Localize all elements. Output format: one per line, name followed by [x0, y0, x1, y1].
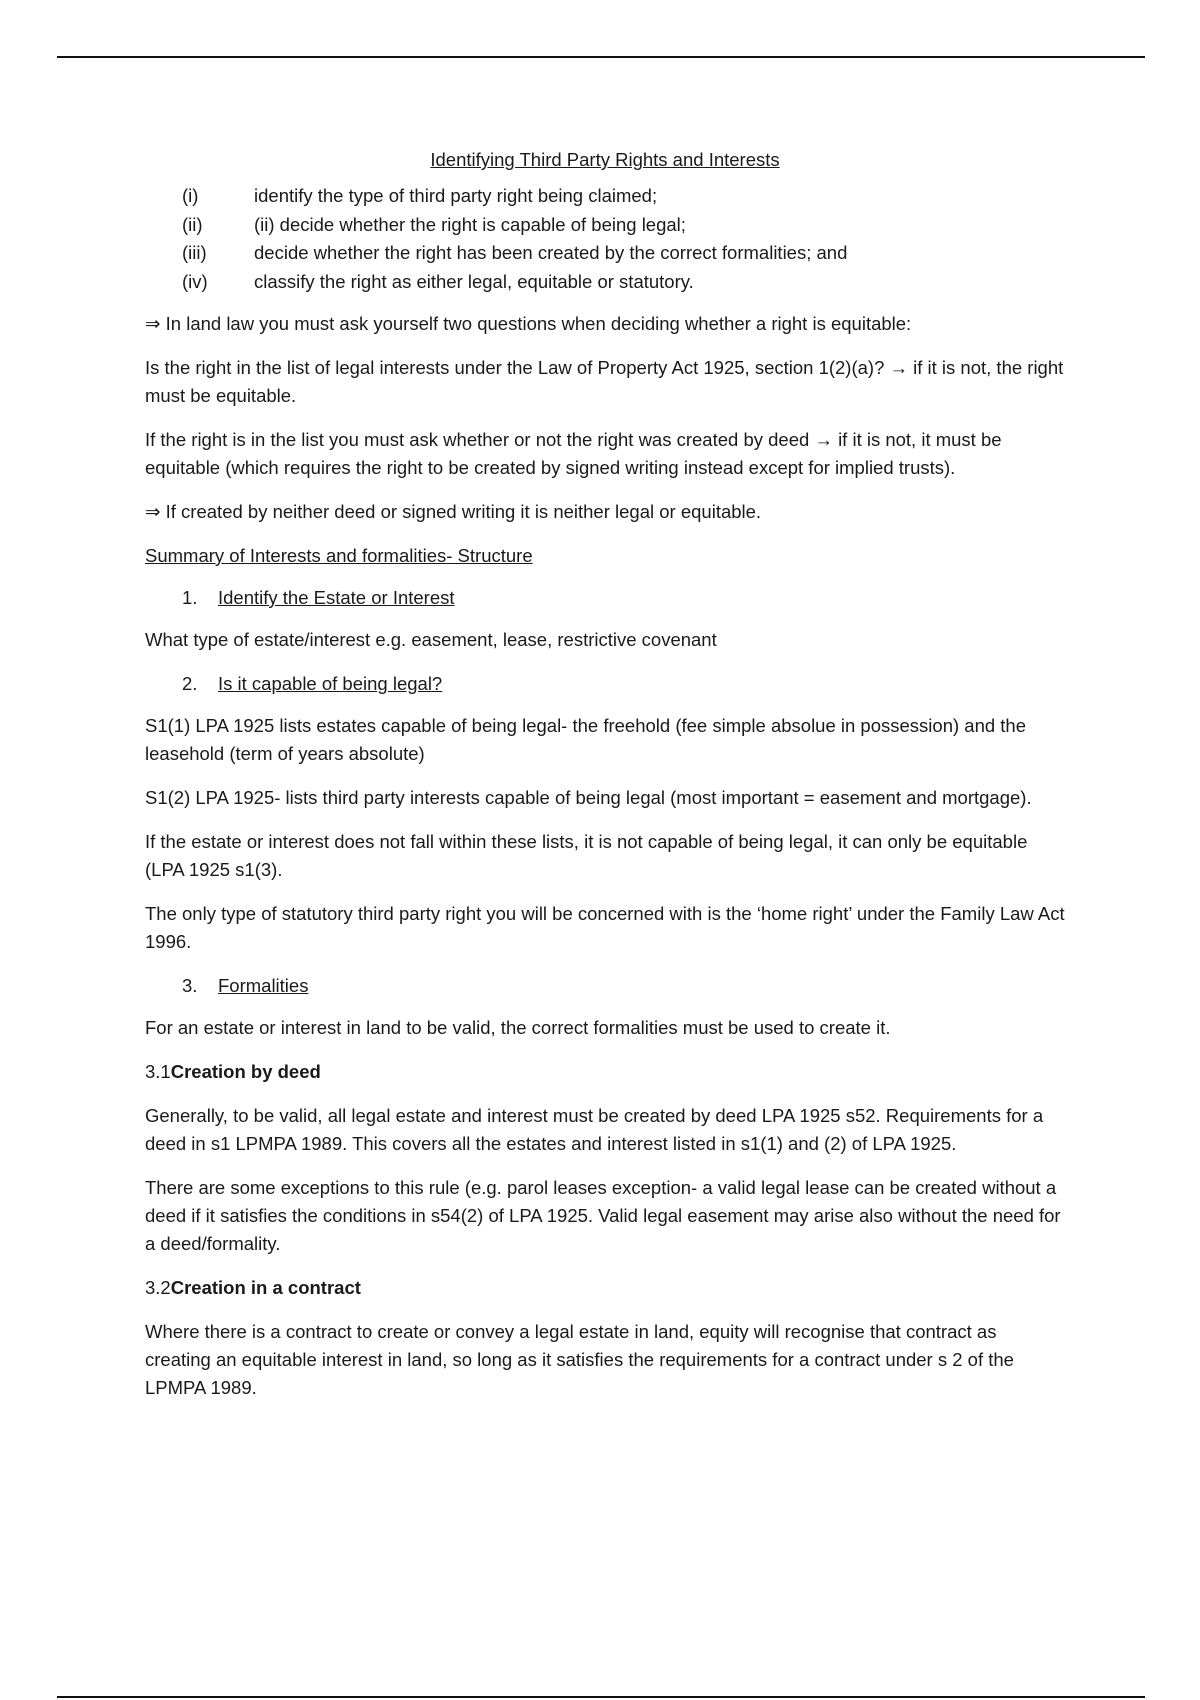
list-text: (ii) decide whether the right is capable of being legal;: [254, 213, 686, 235]
paragraph: ⇒ In land law you must ask yourself two questions when deciding whether a right is equitable:: [145, 313, 912, 334]
paragraph: There are some exceptions to this rule (e.g. parol leases exception- a valid legal lease can be created without a deed if it satisfies the conditions in s54(2) of LPA 1925. Valid legal easement may arise also without the need for a deed/formality.: [145, 1177, 1061, 1254]
paragraph: Generally, to be valid, all legal estate and interest must be created by deed LPA 1925 s52. Requirements for a deed in s1 LPMPA 1989. This covers all the estates and interest listed in s1(1) and (2) of LPA 1925.: [145, 1105, 1044, 1154]
numbered-heading: [182, 972, 1065, 1000]
list-marker: (iii): [182, 242, 207, 263]
list-text: identify the type of third party right being claimed;: [254, 185, 658, 206]
subheading-label: Creation by deed: [170, 1061, 321, 1082]
paragraph: The only type of statutory third party right you will be concerned with is the ‘home right’ under the Family Law Act 1996.: [145, 903, 1065, 952]
paragraph: ⇒ If created by neither deed or signed writing it is neither legal or equitable.: [145, 501, 762, 522]
list-marker: (i): [182, 185, 199, 206]
numbered-heading: [182, 670, 1065, 698]
document-body: [145, 146, 1065, 1418]
paragraph: For an estate or interest in land to be valid, the correct formalities must be used to create it.: [145, 1017, 891, 1038]
subheading-number: 3.2: [145, 1277, 171, 1298]
header-rule: [57, 56, 1145, 58]
paragraph: Is the right in the list of legal interests under the Law of Property Act 1925, section 1(2)(a)? → if it is not, the right must be equitable.: [145, 357, 1064, 406]
list-item: [182, 211, 1065, 240]
numbered-heading: [182, 584, 1065, 612]
footer-rule: [57, 1696, 1145, 1698]
list-text: classify the right as either legal, equitable or statutory.: [254, 270, 694, 292]
list-marker: (iv): [182, 270, 208, 292]
list-item: [182, 239, 1065, 268]
paragraph: If the right is in the list you must ask whether or not the right was created by deed → if it is not, it must be equitable (which requires the right to be created by signed writing instead except for implied trusts).: [145, 429, 1002, 478]
paragraph: What type of estate/interest e.g. easement, lease, restrictive covenant: [145, 629, 717, 650]
paragraph: If the estate or interest does not fall within these lists, it is not capable of being legal, it can only be equitable (LPA 1925 s1(3).: [145, 831, 1028, 880]
subheading: [145, 1274, 1065, 1302]
heading-number: 3.: [182, 975, 198, 996]
subheading-number: 3.1: [145, 1061, 171, 1082]
heading-label: Identify the Estate or Interest: [218, 587, 455, 608]
heading-label: Formalities: [218, 975, 309, 996]
list-marker: (ii): [182, 213, 203, 235]
paragraph: Where there is a contract to create or convey a legal estate in land, equity will recognise that contract as creating an equitable interest in land, so long as it satisfies the requirements for a contract under s 2 of the LPMPA 1989.: [145, 1321, 1014, 1398]
section-heading: Summary of Interests and formalities- Structure: [145, 545, 533, 566]
heading-number: 2.: [182, 673, 198, 694]
heading-label: Is it capable of being legal?: [218, 673, 443, 694]
list-text: decide whether the right has been created by the correct formalities; and: [254, 242, 848, 263]
subheading: [145, 1058, 1065, 1086]
document-title: Identifying Third Party Rights and Interests: [430, 149, 780, 170]
paragraph: S1(2) LPA 1925- lists third party interests capable of being legal (most important = easement and mortgage).: [145, 787, 1032, 808]
list-item: [182, 182, 1065, 211]
subheading-label: Creation in a contract: [170, 1277, 361, 1298]
paragraph: S1(1) LPA 1925 lists estates capable of being legal- the freehold (fee simple absolue in possession) and the leasehold (term of years absolute): [145, 715, 1027, 764]
list-item: [182, 268, 1065, 297]
heading-number: 1.: [182, 587, 198, 608]
steps-list: [182, 182, 1065, 296]
